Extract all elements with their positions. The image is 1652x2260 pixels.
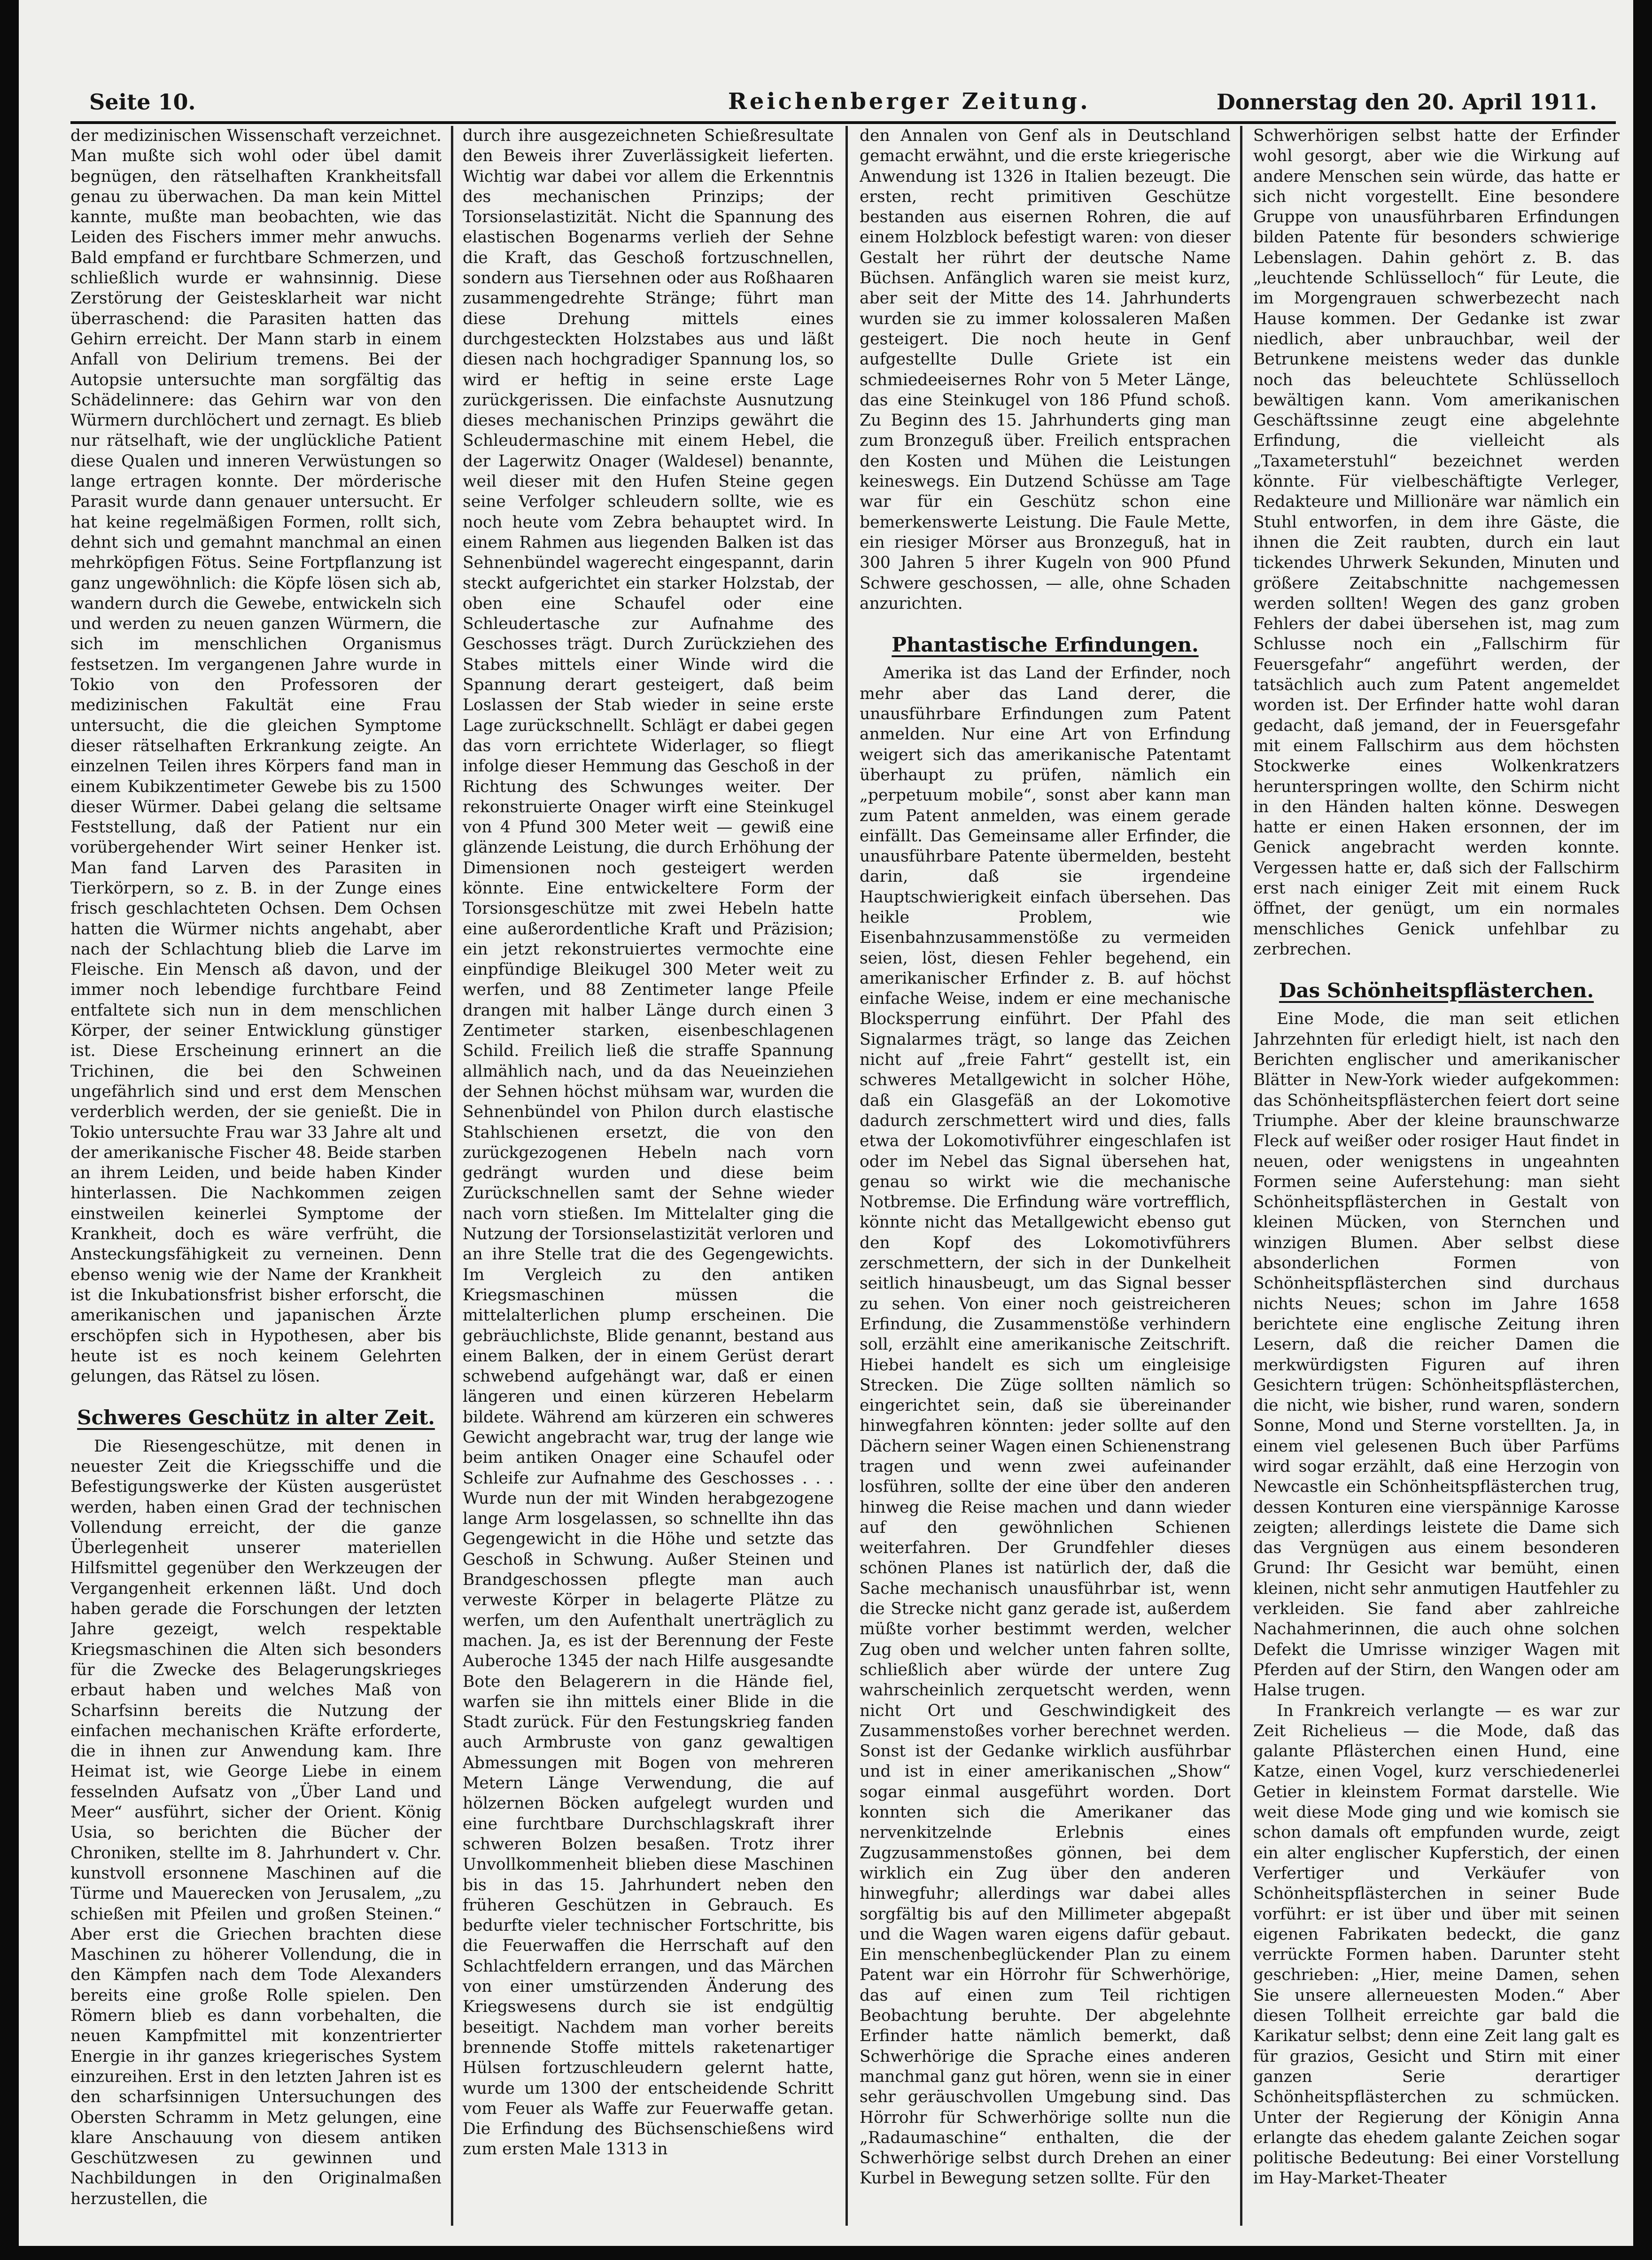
column-divider	[451, 126, 453, 2226]
newspaper-title: Reichenberger Zeitung.	[728, 88, 1091, 115]
article-text: Schwerhörigen selbst hatte der Erfinder wohl gesorgt, aber wie die Wirkung auf andere Menschen sein würde, das hatte er sich nicht vorgestellt. Eine besondere Gruppe von unausführbaren Erfindungen bilden Patente für besonders schwierige Lebenslagen. Dahin gehört z. B. das „leuchtende Schlüsselloch“ für Leute, die im Morgengrauen schwerbezecht nach Hause kommen. Der Gedanke ist zwar niedlich, aber unbrauchbar, weil der Betrunkene meistens weder das dunkle noch das beleuchtete Schlüsselloch bewältigen kann. Vom amerikanischen Geschäftssinne zeugt eine abgelehnte Erfindung, die vielleicht als „Taxameterstuhl“ bezeichnet werden könnte. Für vielbeschäftigte Verleger, Redakteure und Millionäre war nämlich ein Stuhl entworfen, in dem ihre Gäste, die ihnen die Zeit raubten, durch ein laut tickendes Uhrwerk Sekunden, Minuten und größere Zeitabschnitte nachgemessen werden sollten! Wegen des ganz groben Fehlers der dabei übersehen ist, mag zum Schlusse noch ein „Fallschirm für Feuersgefahr“ angeführt werden, der tatsächlich auch zum Patent angemeldet worden ist. Der Erfinder hatte wohl daran gedacht, daß jemand, der in Feuersgefahr mit einem Fallschirm aus dem höchsten Stockwerke eines Wolkenkratzers herunterspringen wollte, den Schirm nicht in den Händen halten könne. Deswegen hatte er einen Haken ersonnen, der im Genick angebracht werden konnte. Vergessen hatte er, daß sich der Fallschirm erst nach einiger Zeit mit einem Ruck öffnet, der genügt, um ein normales menschliches Genick unfehlbar zu zerbrechen.	[1253, 126, 1620, 959]
article-heading: Schweres Geschütz in alter Zeit.	[77, 1406, 435, 1429]
article-text: Eine Mode, die man seit etlichen Jahrzehnten für erledigt hielt, ist nach den Berichten englischer und amerikanischer Blätter in New-York wieder aufgekommen: das Schönheitspflästerchen feiert dort seine Triumphe. Aber der kleine braunschwarze Fleck auf weißer oder rosiger Haut findet in neuen, oder wenigstens in ungeahnten Formen seine Auferstehung: man sieht Schönheitspflästerchen in Gestalt von kleinen Mücken, von Sternchen und winzigen Blumen. Aber selbst diese absonderlichen Formen von Schönheitspflästerchen sind durchaus nichts Neues; schon im Jahre 1658 berichtete eine englische Zeitung ihren Lesern, daß die reicher Damen die merkwürdigsten Figuren auf ihren Gesichtern trügen: Schönheitspflästerchen, die nicht, wie bisher, rund waren, sondern Sonne, Mond und Sterne vorstellten. Ja, in einem viel gelesenen Buch über Parfüms wird sogar erzählt, daß eine Herzogin von Newcastle ein Schönheitspflästerchen trug, dessen Konturen eine vierspännige Karosse zeigten; allerdings leistete die Dame sich das Vergnügen aus einem besonderen Grund: Ihr Gesicht war bemüht, einen kleinen, nicht sehr anmutigen Hautfehler zu verkleiden. Sie fand aber zahlreiche Nachahmerinnen, die auch ohne solchen Defekt die Umrisse winziger Wagen mit Pferden auf der Stirn, den Wangen oder am Halse trugen.	[1253, 1010, 1620, 1700]
article-text: den Annalen von Genf als in Deutschland gemacht erwähnt, und die erste kriegerische Anwendung ist 1326 in Italien bezeugt. Die ersten, recht primitiven Geschütze bestanden aus eisernen Rohren, die auf einem Holzblock befestigt waren: von dieser Gestalt her rührt der deutsche Name Büchsen. Anfänglich waren sie meist kurz, aber seit der Mitte des 14. Jahrhunderts wurden sie zu immer kolossaleren Maßen gesteigert. Die noch heute in Genf aufgestellte Dulle Griete ist ein schmiedeeisernes Rohr von 5 Meter Länge, das eine Steinkugel von 186 Pfund schoß. Zu Beginn des 15. Jahrhunderts ging man zum Bronzeguß über. Freilich entsprachen den Kosten und Mühen die Leistungen keineswegs. Ein Dutzend Schüsse am Tage war für ein Geschütz schon eine bemerkenswerte Leistung. Die Faule Mette, ein riesiger Mörser aus Bronzeguß, hat in 300 Jahren 5 ihrer Kugeln von 900 Pfund Schwere geschossen, — alle, ohne Schaden anzurichten.	[860, 126, 1231, 613]
page-number: Seite 10.	[89, 89, 196, 115]
column-1	[70, 126, 442, 2226]
scan-border-bottom	[0, 2246, 1652, 2260]
article-text: durch ihre ausgezeichneten Schießresultate den Beweis ihrer Zuverlässigkeit lieferten. Wichtig war dabei vor allem die Erkenntnis des mechanischen Prinzips; der Torsionselastizität. Nicht die Spannung des elastischen Bogenarms verlieh der Sehne die Kraft, das Geschoß fortzuschnellen, sondern aus Tiersehnen oder aus Roßhaaren zusammengedrehte Stränge; führt man diese Drehung mittels eines durchgesteckten Holzstabes aus und läßt diesen nach hochgradiger Spannung los, so wird er heftig in seine erste Lage zurückgerissen. Die einfachste Ausnutzung dieses mechanischen Prinzips gewährt die Schleudermaschine mit einem Hebel, die der Lagerwitz Onager (Waldesel) benannte, weil dieser mit den Hufen Steine gegen seine Verfolger schleudern sollte, wie es noch heute vom Zebra behauptet wird. In einem Rahmen aus liegenden Balken ist das Sehnenbündel wagerecht eingespannt, darin steckt aufgerichtet ein starker Holzstab, der oben eine Schaufel oder eine Schleudertasche zur Aufnahme des Geschosses trägt. Durch Zurückziehen des Stabes mittels einer Winde wird die Spannung derart gesteigert, daß beim Loslassen der Stab wieder in seine erste Lage zurückschnellt. Schlägt er dabei gegen das vorn errichtete Widerlager, so fliegt infolge dieser Hemmung das Geschoß in der Richtung des Schwunges weiter. Der rekonstruierte Onager wirft eine Steinkugel von 4 Pfund 300 Meter weit — gewiß eine glänzende Leistung, die durch Erhöhung der Dimensionen noch gesteigert werden könnte. Eine entwickeltere Form der Torsionsgeschütze mit zwei Hebeln hatte eine außerordentliche Kraft und Präzision; ein jetzt rekonstruiertes vermochte eine einpfündige Bleikugel 300 Meter weit zu werfen, und 88 Zentimeter lange Pfeile drangen mit halber Länge durch einen 3 Zentimeter starken, eisenbeschlagenen Schild. Freilich ließ die straffe Spannung allmählich nach, und da das Neueinziehen der Sehnen höchst mühsam war, wurden die Sehnenbündel von Philon durch elastische Stahlschienen ersetzt, die von den zurückgezogenen Hebeln nach vorn gedrängt wurden und diese beim Zurückschnellen samt der Sehne wieder nach vorn stießen. Im Mittelalter ging die Nutzung der Torsionselastizität verloren und an ihre Stelle trat die des Gegengewichts. Im Vergleich zu den antiken Kriegsmaschinen müssen die mittelalterlichen plump erscheinen. Die gebräuchlichste, Blide genannt, bestand aus einem Balken, der in einem Gerüst derart schwebend aufgehängt war, daß er einen längeren und einen kürzeren Hebelarm bildete. Während am kürzeren ein schweres Gewicht angebracht war, trug der lange wie beim antiken Onager eine Schaufel oder Schleife zur Aufnahme des Geschosses . . . Wurde nun der mit Winden herabgezogene lange Arm losgelassen, so schnellte ihn das Gegengewicht in die Höhe und setzte das Geschoß in Schwung. Außer Steinen und Brandgeschossen pflegte man auch verweste Körper in belagerte Plätze zu werfen, um den Aufenthalt unerträglich zu machen. Ja, es ist der Berennung der Feste Auberoche 1345 der nach Hilfe ausgesandte Bote den Belagerern in die Hände fiel, warfen sie ihn mittels einer Blide in die Stadt zurück. Für den Festungskrieg fanden auch Armbruste von ganz gewaltigen Abmessungen mit Bogen von mehreren Metern Länge Verwendung, die auf hölzernen Böcken aufgelegt wurden und eine furchtbare Durchschlagskraft ihrer schweren Bolzen besaßen. Trotz ihrer Unvollkommenheit blieben diese Maschinen bis in das 15. Jahrhundert neben den früheren Geschützen in Gebrauch. Es bedurfte vieler technischer Fortschritte, bis die Feuerwaffen die Herrschaft auf den Schlachtfeldern errangen, und das Märchen von einer umstürzenden Änderung des Kriegswesens durch sie ist endgültig beseitigt. Nachdem man vorher bereits brennende Stoffe mittels raketenartiger Hülsen fortzuschleudern gelernt hatte, wurde um 1300 der entscheidende Schritt vom Feuer als Waffe zur Feuerwaffe getan. Die Erfindung des Büchsenschießens wird zum ersten Male 1313 in	[463, 126, 834, 2159]
column-2	[463, 126, 834, 2226]
column-3	[860, 126, 1231, 2226]
issue-date: Donnerstag den 20. April 1911.	[1216, 89, 1597, 115]
column-divider	[1240, 126, 1242, 2226]
article-text: Die Riesengeschütze, mit denen in neuester Zeit die Kriegsschiffe und die Befestigungswerke der Küsten ausgerüstet werden, haben einen Grad der technischen Vollendung erreicht, der die ganze Überlegenheit unserer materiellen Hilfsmittel gegenüber den Werkzeugen der Vergangenheit erkennen läßt. Und doch haben gerade die Forschungen der letzten Jahre gezeigt, welch respektable Kriegsmaschinen die Alten sich besonders für die Zwecke des Belagerungskrieges erbaut haben und welches Maß von Scharfsinn bereits die Nutzung der einfachen mechanischen Kräfte erforderte, die in ihnen zur Anwendung kam. Ihre Heimat ist, wie George Liebe in einem fesselnden Aufsatz von „Über Land und Meer“ ausführt, sicher der Orient. König Usia, so berichten die Bücher der Chroniken, stellte im 8. Jahrhundert v. Chr. kunstvoll ersonnene Maschinen auf die Türme und Mauerecken von Jerusalem, „zu schießen mit Pfeilen und großen Steinen.“ Aber erst die Griechen brachten diese Maschinen zu höherer Vollendung, die in den Kämpfen nach dem Tode Alexanders bereits eine große Rolle spielen. Den Römern blieb es dann vorbehalten, die neuen Kampfmittel mit konzentrierter Energie in ihr ganzes kriegerisches System einzureihen. Erst in den letzten Jahren ist es den scharfsinnigen Untersuchungen des Obersten Schramm in Metz gelungen, eine klare Anschauung von diesem antiken Geschützwesen zu gewinnen und Nachbildungen in den Originalmaßen herzustellen, die	[70, 1437, 442, 2208]
header-rule	[70, 121, 1616, 124]
column-4	[1253, 126, 1620, 2226]
article-heading: Phantastische Erfindungen.	[892, 633, 1199, 657]
scan-border-left	[0, 0, 19, 2260]
article-text: In Frankreich verlangte — es war zur Zeit Richelieus — die Mode, daß das galante Pflästerchen einen Hund, eine Katze, einen Vogel, kurz verschiedenerlei Getier in kleinstem Format darstelle. Wie weit diese Mode ging und wie komisch sie schon damals oft empfunden wurde, zeigt ein alter englischer Kupferstich, der einen Verfertiger und Verkäufer von Schönheitspflästerchen in seiner Bude vorführt: er ist über und über mit seinen eigenen Fabrikaten bedeckt, die ganz verrückte Formen haben. Darunter steht geschrieben: „Hier, meine Damen, sehen Sie unsere allerneuesten Moden.“ Aber diesen Tollheit erreichte gar bald die Karikatur selbst; denn eine Zeit lang galt es für grazios, Gesicht und Stirn mit einer ganzen Serie derartiger Schönheitspflästerchen zu schmücken. Unter der Regierung der Königin Anna erlangte das ehedem galante Zeichen sogar politische Bedeutung: Bei einer Vorstellung im Hay-Market-Theater	[1253, 1701, 1620, 2188]
article-heading: Das Schönheitspflästerchen.	[1279, 979, 1594, 1002]
scan-border-right	[1633, 0, 1652, 2260]
article-text: der medizinischen Wissenschaft verzeichnet. Man mußte sich wohl oder übel damit begnügen, den rätselhaften Krankheitsfall genau zu überwachen. Da man kein Mittel kannte, mußte man beobachten, wie das Leiden des Fischers immer mehr anwuchs. Bald empfand er furchtbare Schmerzen, und schließlich wurde er wahnsinnig. Diese Zerstörung der Geistesklarheit war nicht überraschend: die Parasiten hatten das Gehirn erreicht. Der Mann starb in einem Anfall von Delirium tremens. Bei der Autopsie untersuchte man sorgfältig das Schädelinnere: das Gehirn war von den Würmern durchlöchert und zernagt. Es blieb nur rätselhaft, wie der unglückliche Patient diese Qualen und inneren Verwüstungen so lange ertragen konnte. Der mörderische Parasit wurde dann genauer untersucht. Er hat keine regelmäßigen Formen, rollt sich, dehnt sich und gemahnt manchmal an einen mehrköpfigen Fötus. Seine Fortpflanzung ist ganz ungewöhnlich: die Köpfe lösen sich ab, wandern durch die Gewebe, entwickeln sich und werden zu neuen ganzen Würmern, die sich im menschlichen Organismus festsetzen. Im vergangenen Jahre wurde in Tokio von den Professoren der medizinischen Fakultät eine Frau untersucht, die die gleichen Symptome dieser rätselhaften Erkrankung zeigte. An einzelnen Teilen ihres Körpers fand man in einem Kubikzentimeter Gewebe bis zu 1500 dieser Würmer. Dabei gelang die seltsame Feststellung, daß der Patient nur ein vorübergehender Wirt seiner Henker ist. Man fand Larven des Parasiten in Tierkörpern, so z. B. in der Zunge eines frisch geschlachteten Ochsen. Dem Ochsen hatten die Würmer nichts angehabt, aber nach der Schlachtung blieb die Larve im Fleische. Ein Mensch aß davon, und der immer noch lebendige furchtbare Feind entfaltete sich nun in dem menschlichen Körper, der seiner Entwicklung günstiger ist. Diese Erscheinung erinnert an die Trichinen, die bei den Schweinen ungefährlich sind und erst dem Menschen verderblich werden, der sie genießt. Die in Tokio untersuchte Frau war 33 Jahre alt und der amerikanische Fischer 48. Beide starben an ihrem Leiden, und beide haben Kinder hinterlassen. Die Nachkommen zeigen einstweilen keinerlei Symptome der Krankheit, doch es wäre verfrüht, die Ansteckungsfähigkeit zu verneinen. Denn ebenso wenig wie der Name der Krankheit ist die Inkubationsfrist bisher erforscht, die amerikanischen und japanischen Ärzte erschöpfen sich in Hypothesen, aber bis heute ist es noch keinem Gelehrten gelungen, das Rätsel zu lösen.	[70, 126, 442, 1386]
article-text: Amerika ist das Land der Erfinder, noch mehr aber das Land derer, die unausführbare Erfindungen zum Patent anmelden. Nur eine Art von Erfindung weigert sich das amerikanische Patentamt überhaupt zu prüfen, nämlich ein „perpetuum mobile“, sonst aber kann man zum Patent anmelden, was einem gerade einfällt. Das Gemeinsame aller Erfinder, die unausführbare Patente übermelden, besteht darin, daß sie irgendeine Hauptschwierigkeit einfach übersehen. Das heikle Problem, wie Eisenbahnzusammenstöße zu vermeiden seien, löst, diesen Fehler begehend, ein amerikanischer Erfinder z. B. auf höchst einfache Weise, indem er eine mechanische Blocksperrung einführt. Der Pfahl des Signalarmes trägt, so lange das Zeichen nicht auf „freie Fahrt“ gestellt ist, ein schweres Metallgewicht in solcher Höhe, daß ein Glasgefäß an der Lokomotive dadurch zerschmettert wird und dies, falls etwa der Lokomotivführer eingeschlafen ist oder im Nebel das Signal übersehen hat, genau so wirkt wie die mechanische Notbremse. Die Erfindung wäre vortrefflich, könnte nicht das Metallgewicht ebenso gut den Kopf des Lokomotivführers zerschmettern, der sich in der Dunkelheit seitlich hinausbeugt, um das Signal besser zu sehen. Von einer noch geistreicheren Erfindung, die Zusammenstöße verhindern soll, erzählt eine amerikanische Zeitschrift. Hiebei handelt es sich um eingleisige Strecken. Die Züge sollten nämlich so eingerichtet sein, daß sie übereinander hinwegfahren könnten: jeder sollte auf den Dächern seiner Wagen einen Schienenstrang tragen und wenn zwei aufeinander losführen, sollte der eine über den anderen hinweg die Reise machen und dann wieder auf den gewöhnlichen Schienen weiterfahren. Der Grundfehler dieses schönen Planes ist natürlich der, daß die Sache mechanisch unausführbar ist, wenn die Strecke nicht ganz gerade ist, außerdem müßte vorher bestimmt werden, welcher Zug oben und welcher unten fahren sollte, schließlich aber würde der untere Zug wahrscheinlich zerquetscht werden, wenn nicht Ort und Geschwindigkeit des Zusammenstoßes vorher berechnet werden. Sonst ist der Gedanke wirklich ausführbar und ist in einer amerikanischen „Show“ sogar einmal ausgeführt worden. Dort konnten sich die Amerikaner das nervenkitzelnde Erlebnis eines Zugzusammenstoßes gönnen, bei dem wirklich ein Zug über den anderen hinwegfuhr; allerdings war dabei alles sorgfältig bis auf den Millimeter abgepaßt und die Wagen waren eigens dafür gebaut. Ein menschenbeglückender Plan zu einem Patent war ein Hörrohr für Schwerhörige, das auf einen zum Teil richtigen Beobachtung beruhte. Der abgelehnte Erfinder hatte nämlich bemerkt, daß Schwerhörige die Sprache eines anderen manchmal ganz gut hören, wenn sie in einer sehr geräuschvollen Umgebung sind. Das Hörrohr für Schwerhörige sollte nun die „Radaumaschine“ enthalten, die der Schwerhörige selbst durch Drehen an einer Kurbel in Bewegung setzen sollte. Für den	[860, 664, 1231, 2188]
page-header	[70, 80, 1616, 122]
column-divider	[845, 126, 848, 2226]
